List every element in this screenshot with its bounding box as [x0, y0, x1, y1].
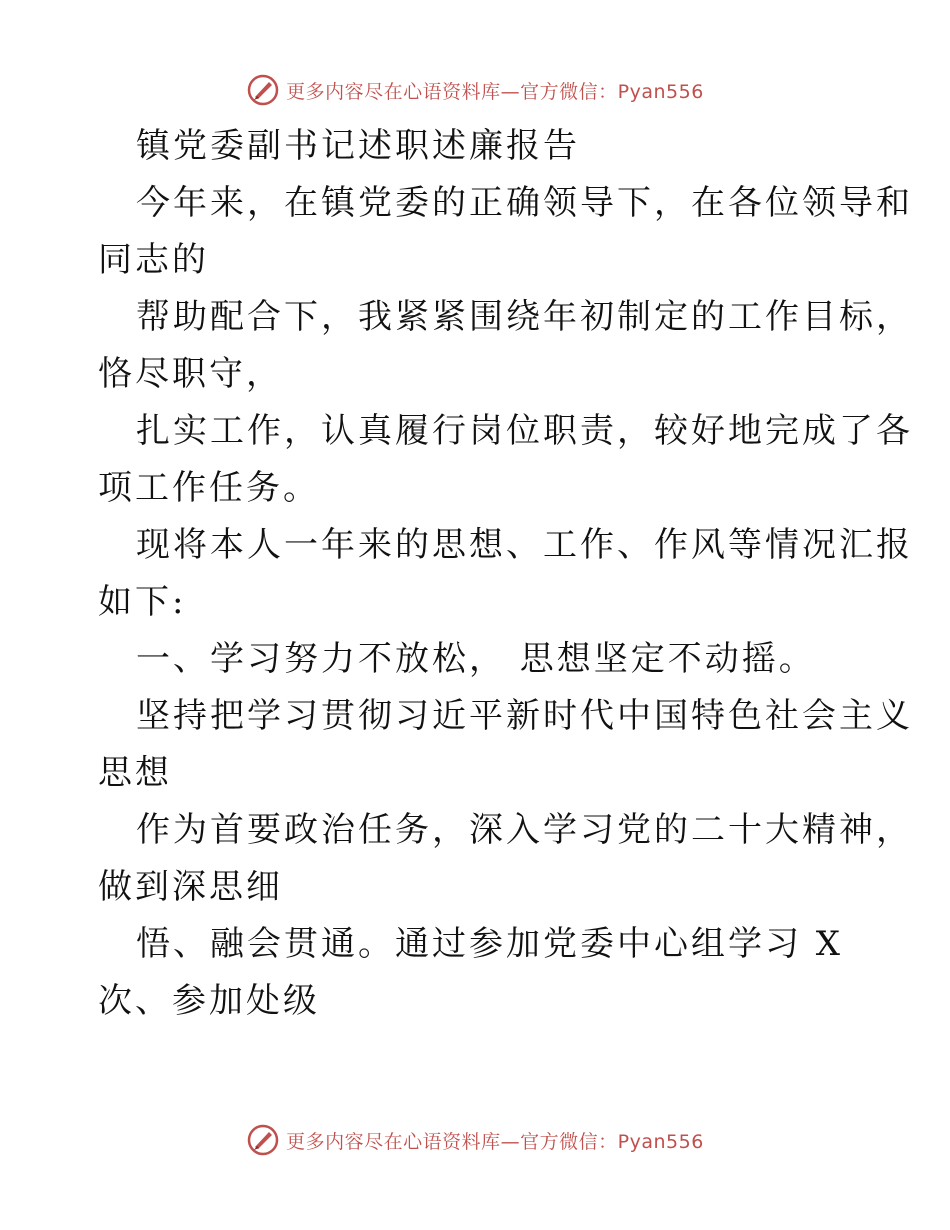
paragraph-line: 帮助配合下，我紧紧围绕年初制定的工作目标，: [136, 297, 913, 337]
brush-logo-icon: [246, 1123, 280, 1157]
paragraph-line: 同志的: [98, 240, 209, 280]
footer-banner: [0, 1120, 950, 1160]
header-banner: [0, 70, 950, 110]
document-title: 镇党委副书记述职述廉报告: [136, 126, 580, 166]
document-body: [98, 118, 913, 1030]
paragraph-line: 思想: [98, 753, 172, 793]
paragraph-line: 扎实工作，认真履行岗位职责，较好地完成了各: [136, 411, 913, 451]
paragraph-line: 项工作任务。: [98, 468, 320, 508]
paragraph-line: 悟、融会贯通。通过参加党委中心组学习 X: [136, 924, 844, 964]
paragraph-line: 如下:: [98, 582, 187, 622]
footer-banner-text: 更多内容尽在心语资料库—官方微信：Pyan556: [286, 1130, 704, 1153]
paragraph-line: 今年来，在镇党委的正确领导下，在各位领导和: [136, 183, 913, 223]
brush-logo-icon: [246, 73, 280, 107]
header-banner-text: 更多内容尽在心语资料库—官方微信：Pyan556: [286, 80, 704, 103]
paragraph-line: 坚持把学习贯彻习近平新时代中国特色社会主义: [136, 696, 913, 736]
paragraph-line: 一、学习努力不放松， 思想坚定不动摇。: [136, 639, 816, 679]
paragraph-line: 做到深思细: [98, 867, 283, 907]
paragraph-line: 现将本人一年来的思想、工作、作风等情况汇报: [136, 525, 913, 565]
paragraph-line: 作为首要政治任务，深入学习党的二十大精神，: [136, 810, 913, 850]
paragraph-line: 次、参加处级: [98, 981, 320, 1021]
paragraph-line: 恪尽职守，: [98, 354, 283, 394]
